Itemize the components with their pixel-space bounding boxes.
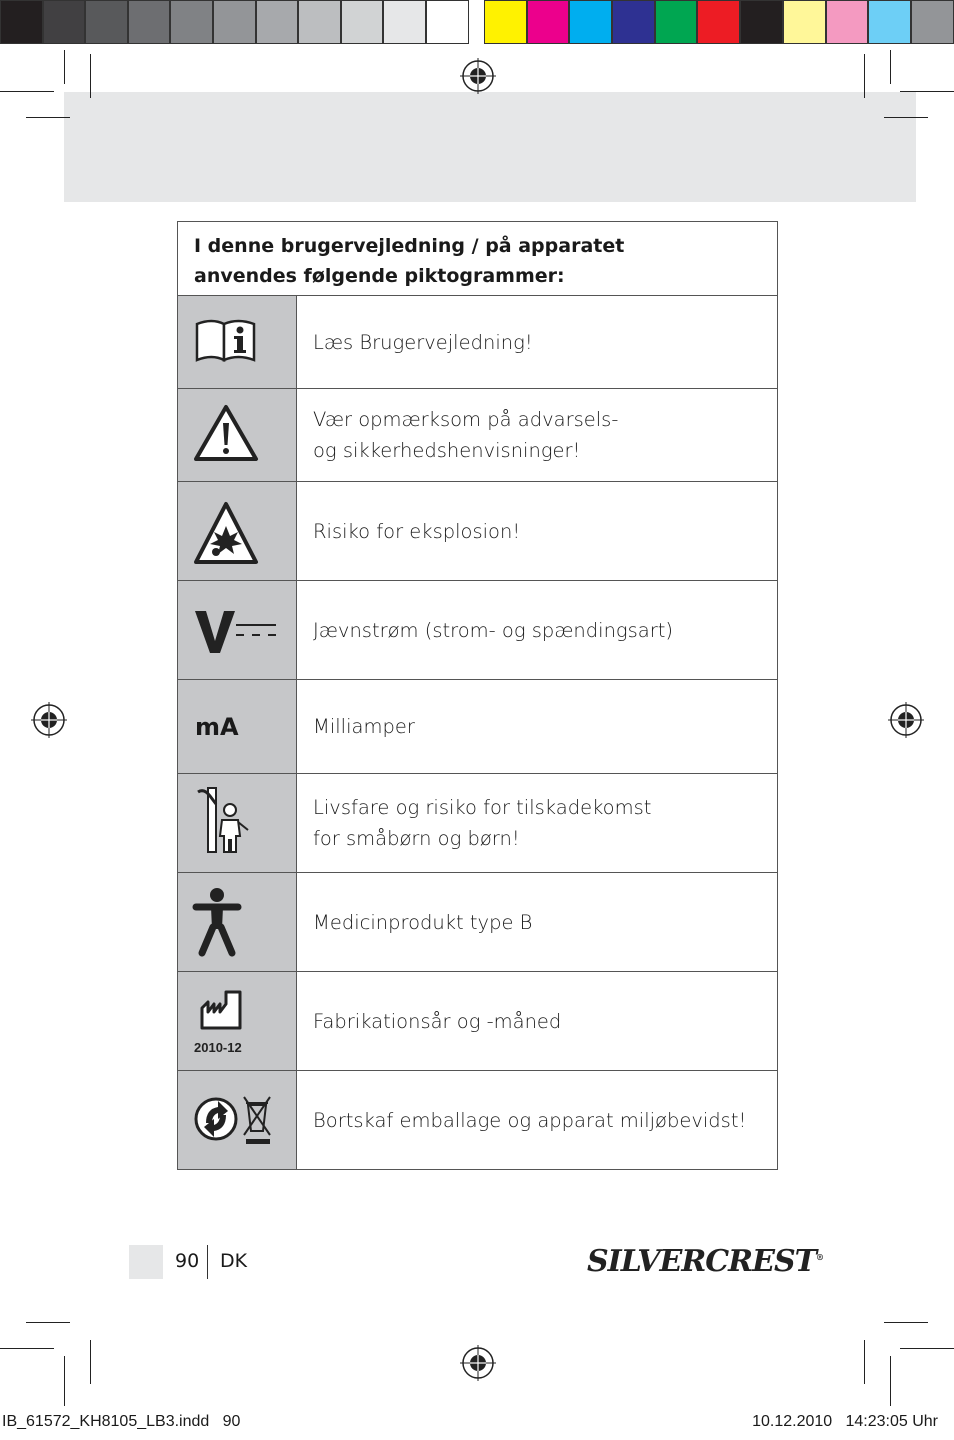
icon-cell: [178, 972, 297, 1071]
color-swatch: [911, 0, 954, 44]
crop-mark: [884, 117, 928, 118]
pictogram-description: Jævnstrøm (strom- og spændingsart): [297, 581, 778, 680]
crop-mark: [864, 54, 865, 98]
pictogram-description: Læs Brugervejledning!: [297, 296, 778, 389]
pictogram-description: Risiko for eksplosion!: [297, 482, 778, 581]
color-swatch: [612, 0, 655, 44]
crop-mark: [890, 1356, 891, 1406]
table-row: [178, 972, 778, 1071]
pictogram-description: Vær opmærksom på advarsels- og sikkerhedshenvisninger!: [297, 389, 778, 482]
icon-cell: [178, 774, 297, 873]
crop-mark: [900, 91, 954, 92]
recycling-disposal-icon: [178, 1071, 296, 1165]
warning-triangle-icon: [178, 389, 296, 477]
table-heading: [178, 222, 778, 296]
child-danger-icon: [178, 774, 296, 868]
icon-cell: [178, 482, 297, 581]
direct-current-icon: [178, 581, 296, 675]
crop-mark: [0, 1348, 54, 1349]
brand-logo: [587, 1244, 823, 1279]
color-swatch: [213, 0, 256, 44]
color-swatch: [170, 0, 213, 44]
slug-datetime: 10.12.2010 14:23:05 Uhr: [752, 1413, 938, 1430]
manufacture-date-label: 2010-12: [194, 1040, 242, 1055]
pictogram-table: [177, 221, 778, 1170]
icon-cell: [178, 873, 297, 972]
color-swatch: [697, 0, 740, 44]
pictogram-description: Milliamper: [297, 680, 778, 774]
pictogram-description: Medicinprodukt type B: [297, 873, 778, 972]
icon-cell: [178, 296, 297, 389]
crop-mark: [26, 117, 70, 118]
icon-cell: [178, 389, 297, 482]
color-swatch: [341, 0, 384, 44]
header-band: [64, 92, 916, 202]
icon-cell: [178, 581, 297, 680]
language-code: DK: [220, 1250, 248, 1272]
icon-cell: [178, 680, 297, 774]
milliampere-icon: mA: [195, 712, 239, 741]
table-heading-line: I denne brugervejledning / på apparatet: [194, 235, 625, 257]
color-swatch: [868, 0, 911, 44]
pictogram-description: Fabrikationsår og -måned: [297, 972, 778, 1071]
pictogram-description: Livsfare og risiko for tilskadekomst for småbørn og børn!: [297, 774, 778, 873]
pictogram-description: Bortskaf emballage og apparat miljøbevidst!: [297, 1071, 778, 1170]
crop-mark: [64, 50, 65, 84]
crop-mark: [0, 91, 54, 92]
color-swatch: [527, 0, 570, 44]
table-row: [178, 296, 778, 389]
crop-mark: [890, 50, 891, 84]
crop-mark: [864, 1340, 865, 1384]
table-row: [178, 1071, 778, 1170]
registration-mark-icon: [460, 58, 496, 94]
manual-info-icon: [178, 296, 296, 384]
process-color-bar: [484, 0, 954, 46]
table-row: [178, 389, 778, 482]
slug-filename: IB_61572_KH8105_LB3.indd 90: [2, 1413, 241, 1430]
color-swatch: [569, 0, 612, 44]
crop-mark: [884, 1322, 928, 1323]
color-swatch: [256, 0, 299, 44]
table-row: [178, 873, 778, 972]
color-swatch: [128, 0, 171, 44]
crop-mark: [900, 1348, 954, 1349]
page-tab: [129, 1245, 163, 1279]
icon-cell: [178, 1071, 297, 1170]
table-row: [178, 680, 778, 774]
color-swatch: [383, 0, 426, 44]
registration-mark-icon: [31, 702, 67, 738]
color-swatch: [85, 0, 128, 44]
table-row: [178, 482, 778, 581]
color-swatch: [0, 0, 43, 44]
body-type-b-icon: [178, 873, 296, 967]
color-swatch: [298, 0, 341, 44]
table-heading-line: anvendes følgende piktogrammer:: [194, 265, 565, 287]
registration-mark-icon: [888, 702, 924, 738]
color-swatch: [43, 0, 86, 44]
gray-color-bar: [0, 0, 469, 46]
color-swatch: [655, 0, 698, 44]
manufacture-date-icon: [178, 972, 296, 1066]
crop-mark: [90, 1340, 91, 1384]
registration-mark-icon: [460, 1345, 496, 1381]
brand-registered-mark: ®: [815, 1252, 823, 1262]
page-number: 90: [175, 1250, 200, 1272]
color-swatch: [783, 0, 826, 44]
table-row: [178, 774, 778, 873]
color-swatch: [740, 0, 783, 44]
table-row: [178, 581, 778, 680]
color-swatch: [484, 0, 527, 44]
crop-mark: [64, 1356, 65, 1406]
crop-mark: [26, 1322, 70, 1323]
brand-name: SILVERCREST: [587, 1244, 816, 1279]
crop-mark: [90, 54, 91, 98]
color-swatch: [826, 0, 869, 44]
explosion-hazard-icon: [178, 482, 296, 576]
footer-divider: [207, 1245, 208, 1279]
color-swatch: [426, 0, 469, 44]
